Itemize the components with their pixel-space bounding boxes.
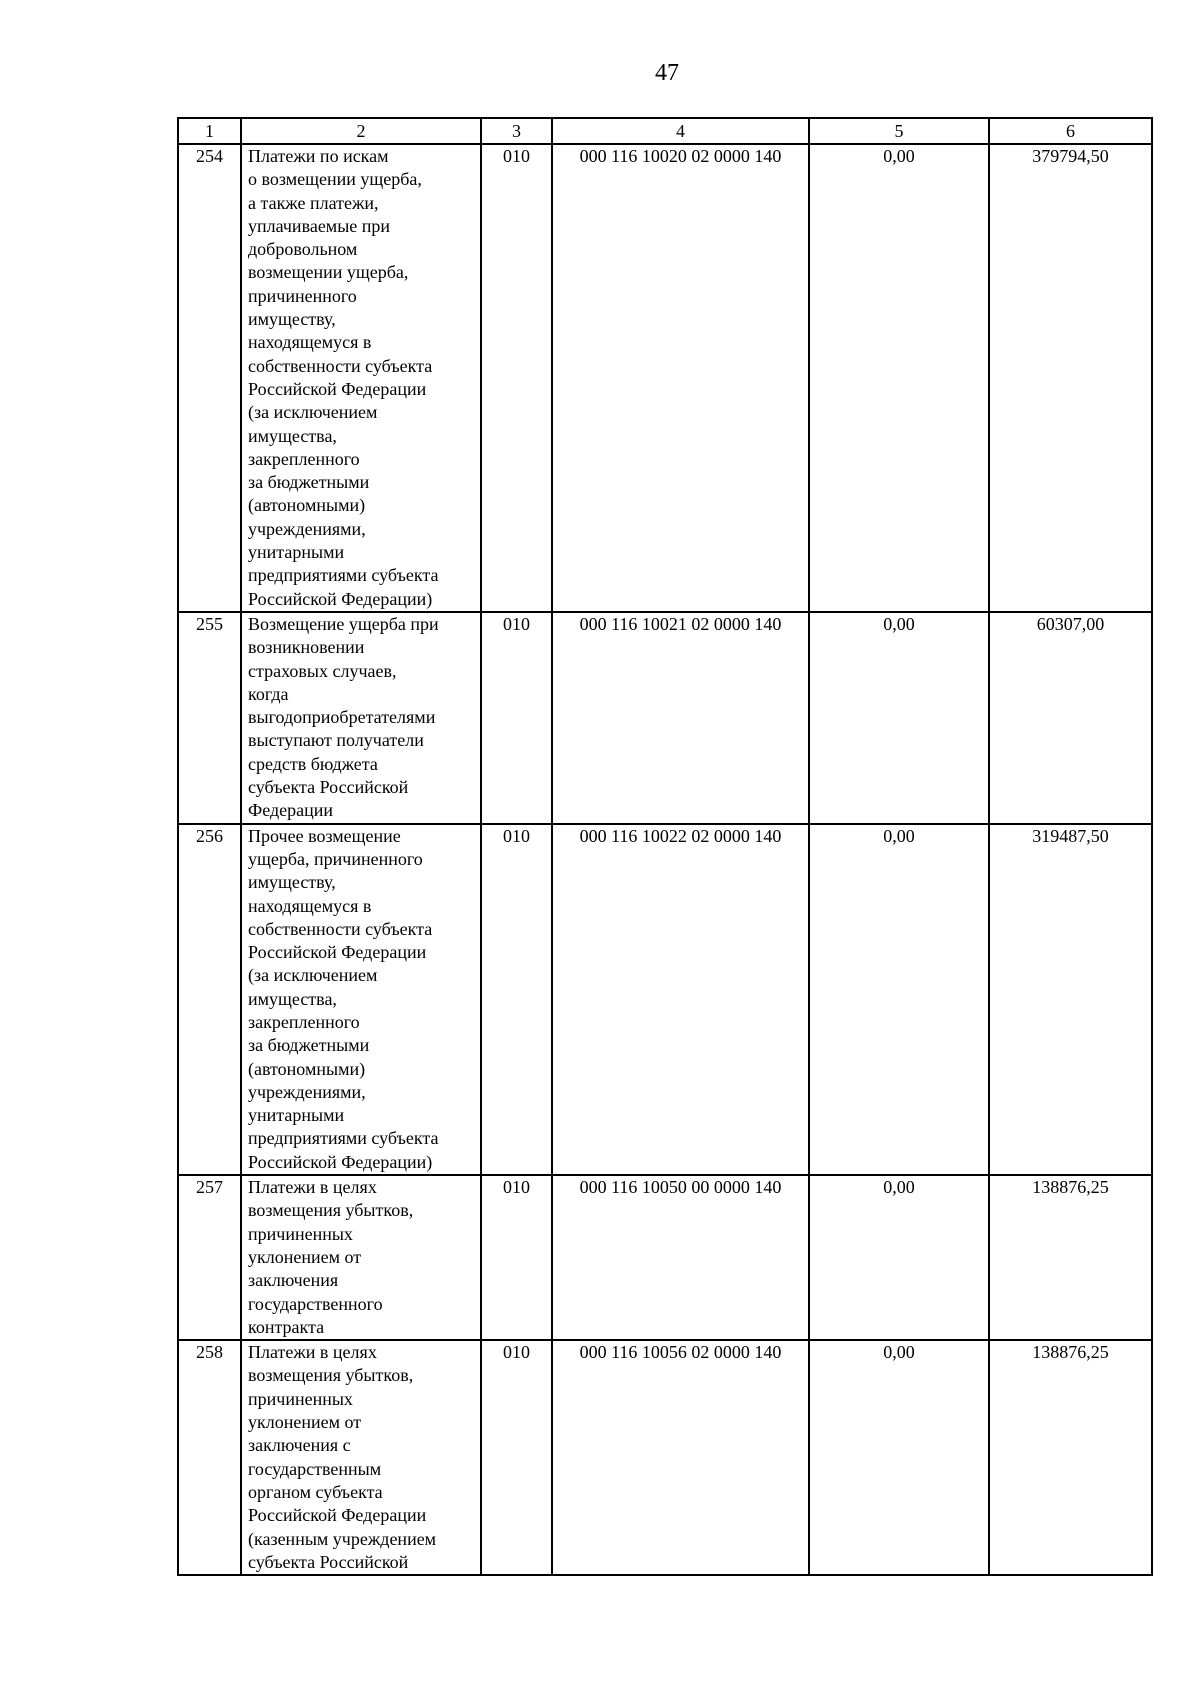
row-name-line: Платежи по искам: [248, 146, 389, 166]
row-name-line: заключения с: [248, 1435, 351, 1456]
row-name-line: субъекта Российской: [248, 1551, 409, 1572]
row-name-line: имуществу,: [248, 872, 336, 893]
table-row: [178, 824, 1152, 1175]
row-column6-cell: 138876,25: [989, 1175, 1152, 1340]
row-name-line: государственным: [248, 1458, 382, 1479]
table-row: [178, 612, 1152, 824]
row-name-line: уклонением от: [248, 1412, 362, 1433]
row-number-cell: 255: [178, 612, 241, 824]
row-code-cell: 010: [481, 1340, 552, 1575]
header-row: [178, 118, 1152, 144]
row-name-line: Российской Федерации: [248, 1505, 427, 1526]
row-number-cell: 254: [178, 144, 241, 612]
row-number-cell: 256: [178, 824, 241, 1175]
row-column5-cell: 0,00: [809, 1175, 989, 1340]
table-row: [178, 1175, 1152, 1340]
row-name-line: выступают получатели: [248, 730, 424, 751]
row-number-cell: 257: [178, 1175, 241, 1340]
column-header-4: 4: [552, 118, 809, 144]
row-name-line: находящемуся в: [248, 895, 372, 916]
row-name-line: собственности субъекта: [248, 355, 433, 376]
row-name-line: имуществу,: [248, 309, 336, 330]
row-name-cell: [241, 144, 481, 612]
page-number: 47: [655, 60, 679, 86]
row-name-line: учреждениями,: [248, 1081, 366, 1102]
row-name-line: возмещения убытков,: [248, 1200, 414, 1221]
row-name-line: когда: [248, 683, 289, 704]
row-name-line: унитарными: [248, 1105, 345, 1126]
row-name-line: Платежи в целях: [248, 1177, 377, 1198]
row-name-line: за бюджетными: [248, 1035, 370, 1056]
row-column6-cell: 60307,00: [989, 612, 1152, 824]
row-name-line: (за исключением: [248, 965, 378, 986]
row-name-line: средств бюджета: [248, 753, 378, 774]
row-kbk-cell: 000 116 10056 02 0000 140: [552, 1340, 809, 1575]
row-name-line: Российской Федерации): [248, 1151, 433, 1172]
row-name-line: страховых случаев,: [248, 660, 397, 681]
row-name-line: контракта: [248, 1316, 325, 1337]
row-name-line: причиненного: [248, 285, 357, 306]
row-column5-cell: 0,00: [809, 144, 989, 612]
row-code-cell: 010: [481, 612, 552, 824]
row-name-line: возникновении: [248, 637, 365, 658]
table-body: [178, 144, 1152, 1575]
row-name-line: Возмещение ущерба при: [248, 613, 439, 634]
row-name-line: (за исключением: [248, 402, 378, 423]
table-row: [178, 1340, 1152, 1575]
row-name-line: (автономными): [248, 1058, 366, 1079]
row-column5-cell: 0,00: [809, 612, 989, 824]
row-column6-cell: 379794,50: [989, 144, 1152, 612]
row-name-line: выгодоприобретателями: [248, 707, 436, 728]
row-kbk-cell: 000 116 10020 02 0000 140: [552, 144, 809, 612]
row-name-line: Федерации: [248, 800, 334, 821]
row-name-line: заключения: [248, 1270, 339, 1291]
row-name-line: ущерба, причиненного: [248, 848, 423, 869]
row-name-line: субъекта Российской: [248, 777, 409, 798]
row-kbk-cell: 000 116 10050 00 0000 140: [552, 1175, 809, 1340]
row-column6-cell: 319487,50: [989, 824, 1152, 1175]
row-name-line: возмещения убытков,: [248, 1365, 414, 1386]
row-name-line: органом субъекта: [248, 1481, 383, 1502]
row-kbk-cell: 000 116 10022 02 0000 140: [552, 824, 809, 1175]
row-name-line: Платежи в целях: [248, 1342, 377, 1363]
row-name-line: предприятиями субъекта: [248, 565, 439, 586]
budget-table: [177, 117, 1153, 1576]
column-header-5: 5: [809, 118, 989, 144]
row-name-line: (казенным учреждением: [248, 1528, 437, 1549]
row-name-line: Российской Федерации: [248, 378, 427, 399]
row-name-line: а также платежи,: [248, 192, 379, 213]
row-code-cell: 010: [481, 824, 552, 1175]
row-name-line: закрепленного: [248, 1011, 360, 1032]
row-column5-cell: 0,00: [809, 824, 989, 1175]
row-name-line: уплачиваемые при: [248, 215, 391, 236]
row-name-line: причиненных: [248, 1388, 353, 1409]
row-name-line: собственности субъекта: [248, 918, 433, 939]
row-column6-cell: 138876,25: [989, 1340, 1152, 1575]
row-name-line: причиненных: [248, 1223, 353, 1244]
row-name-line: о возмещении ущерба,: [248, 169, 422, 190]
row-name-cell: [241, 1175, 481, 1340]
column-header-1: 1: [178, 118, 241, 144]
row-name-line: закрепленного: [248, 448, 360, 469]
row-name-line: уклонением от: [248, 1246, 362, 1267]
row-name-line: предприятиями субъекта: [248, 1128, 439, 1149]
row-number-cell: 258: [178, 1340, 241, 1575]
row-name-line: возмещении ущерба,: [248, 262, 409, 283]
row-name-line: находящемуся в: [248, 332, 372, 353]
row-name-line: имущества,: [248, 425, 337, 446]
row-name-line: государственного: [248, 1293, 383, 1314]
row-name-line: Российской Федерации: [248, 942, 427, 963]
row-name-line: добровольном: [248, 239, 358, 260]
row-kbk-cell: 000 116 10021 02 0000 140: [552, 612, 809, 824]
column-header-2: 2: [241, 118, 481, 144]
row-name-line: учреждениями,: [248, 518, 366, 539]
column-header-3: 3: [481, 118, 552, 144]
row-name-cell: [241, 1340, 481, 1575]
row-name-line: Российской Федерации): [248, 588, 433, 609]
row-name-cell: [241, 824, 481, 1175]
row-name-line: Прочее возмещение: [248, 825, 401, 846]
row-name-line: (автономными): [248, 495, 366, 516]
row-name-line: унитарными: [248, 542, 345, 563]
row-code-cell: 010: [481, 144, 552, 612]
row-name-line: за бюджетными: [248, 472, 370, 493]
column-header-6: 6: [989, 118, 1152, 144]
table-row: [178, 144, 1152, 612]
row-name-line: имущества,: [248, 988, 337, 1009]
row-code-cell: 010: [481, 1175, 552, 1340]
row-column5-cell: 0,00: [809, 1340, 989, 1575]
row-name-cell: [241, 612, 481, 824]
